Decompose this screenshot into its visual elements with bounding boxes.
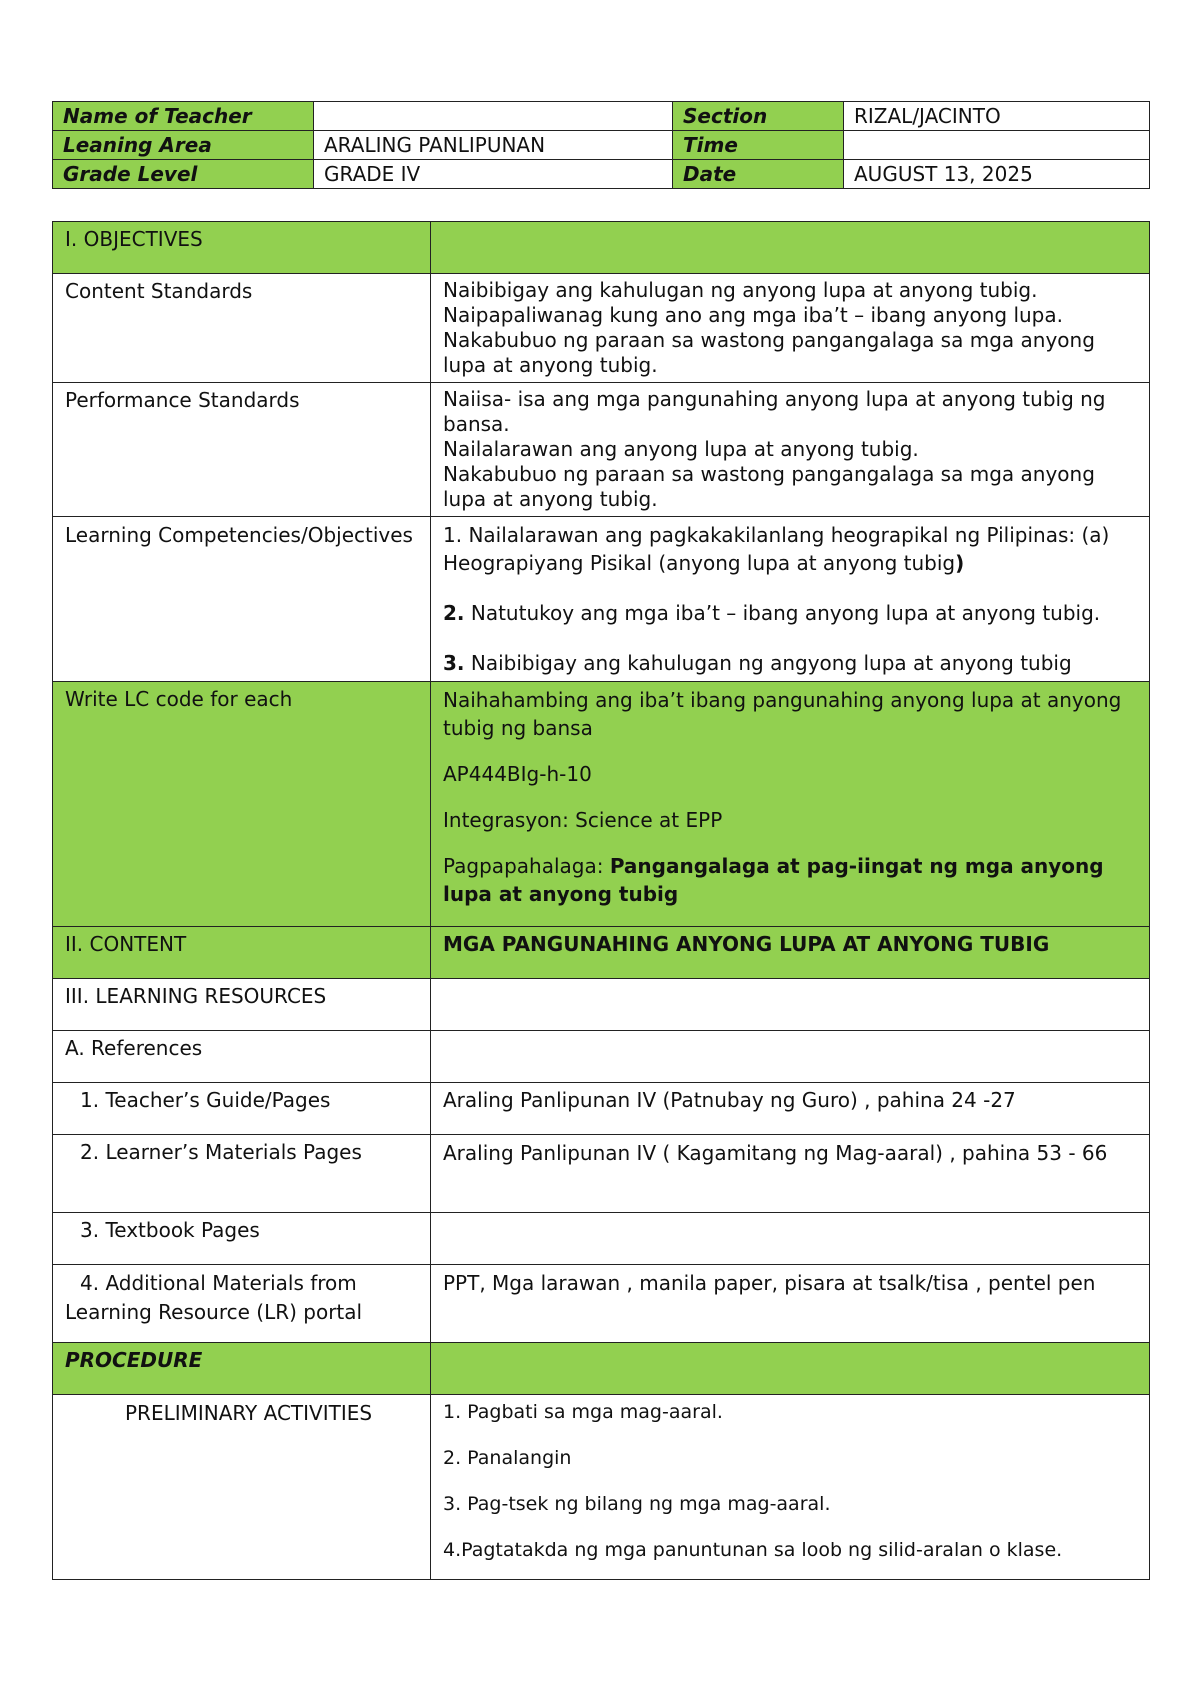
preliminary-label-cell: [53, 1395, 431, 1580]
time-value[interactable]: [844, 131, 1150, 160]
lc-integration: Integrasyon: Science at EPP: [443, 808, 723, 832]
performance-standard-1: Naiisa- isa ang mga pangunahing anyong lupa at anyong tubig ng bansa.: [443, 387, 1106, 436]
content-label: II. CONTENT: [53, 927, 431, 979]
objectives-row: [53, 222, 1150, 274]
date-label: Date: [673, 160, 844, 189]
competency-1-close: ): [955, 551, 965, 575]
procedure-label: PROCEDURE: [53, 1343, 431, 1395]
teachers-guide-row: [53, 1083, 1150, 1135]
name-of-teacher-value[interactable]: [314, 102, 673, 131]
content-standard-3: Nakabubuo ng paraan sa wastong pangangalaga sa mga anyong lupa at anyong tubig.: [443, 328, 1095, 377]
date-value[interactable]: AUGUST 13, 2025: [844, 160, 1150, 189]
learning-area-value[interactable]: ARALING PANLIPUNAN: [314, 131, 673, 160]
header-table: [52, 101, 1150, 189]
learners-materials-label: 2. Learner’s Materials Pages: [53, 1135, 431, 1213]
learning-resources-row: [53, 979, 1150, 1031]
lesson-plan-table: [52, 221, 1150, 1580]
performance-standard-2: Nailalarawan ang anyong lupa at anyong tubig.: [443, 437, 919, 461]
performance-standards-label: Performance Standards: [53, 383, 431, 517]
additional-materials-row: [53, 1265, 1150, 1343]
lc-code-label: Write LC code for each: [53, 682, 431, 927]
grade-level-label: Grade Level: [53, 160, 314, 189]
prelim-step-3: 3. Pag-tsek ng bilang ng mga mag-aaral.: [443, 1493, 831, 1515]
competency-3-num: 3.: [443, 651, 465, 675]
additional-materials-label-text: 4. Additional Materials from Learning Resource (LR) portal: [65, 1271, 363, 1324]
prelim-step-4: 4.Pagtatakda ng mga panuntunan sa loob ng silid-aralan o klase.: [443, 1539, 1063, 1561]
textbook-value: [431, 1213, 1150, 1265]
competencies-label: Learning Competencies/Objectives: [53, 517, 431, 682]
content-row: [53, 927, 1150, 979]
competency-1: [443, 521, 1137, 577]
competencies-cell: [431, 517, 1150, 682]
lc-code-row: [53, 682, 1150, 927]
lc-code-cell: [431, 682, 1150, 927]
lc-values-bold: Pangangalaga at pag-iingat ng mga anyong lupa at anyong tubig: [443, 854, 1104, 906]
lc-values-prefix: Pagpapahalaga:: [443, 854, 610, 878]
section-label: Section: [673, 102, 844, 131]
competency-2-num: 2.: [443, 601, 465, 625]
additional-materials-value: PPT, Mga larawan , manila paper, pisara at tsalk/tisa , pentel pen: [431, 1265, 1150, 1343]
additional-materials-label: [53, 1265, 431, 1343]
references-empty-cell: [431, 1031, 1150, 1083]
references-label: A. References: [53, 1031, 431, 1083]
performance-standard-3: Nakabubuo ng paraan sa wastong pangangalaga sa mga anyong lupa at anyong tubig.: [443, 462, 1095, 511]
textbook-row: [53, 1213, 1150, 1265]
objectives-title: I. OBJECTIVES: [53, 222, 431, 274]
content-standards-row: [53, 274, 1150, 383]
performance-standards-row: [53, 383, 1150, 517]
preliminary-row: [53, 1395, 1150, 1580]
competency-3: [443, 649, 1137, 677]
learners-materials-value: Araling Panlipunan IV ( Kagamitang ng Mag-aaral) , pahina 53 - 66: [431, 1135, 1150, 1213]
competency-3-text: Naibibigay ang kahulugan ng angyong lupa at anyong tubig: [464, 651, 1072, 675]
competencies-row: [53, 517, 1150, 682]
preliminary-label: PRELIMINARY ACTIVITIES: [125, 1401, 373, 1425]
content-value: MGA PANGUNAHING ANYONG LUPA AT ANYONG TUBIG: [431, 927, 1150, 979]
name-of-teacher-label: Name of Teacher: [53, 102, 314, 131]
content-standard-2: Naipapaliwanag kung ano ang mga iba’t – ibang anyong lupa.: [443, 303, 1063, 327]
content-standards-label: Content Standards: [53, 274, 431, 383]
learning-resources-empty-cell: [431, 979, 1150, 1031]
lc-line-1: Naihahambing ang iba’t ibang pangunahing anyong lupa at anyong tubig ng bansa: [443, 688, 1122, 740]
procedure-row: [53, 1343, 1150, 1395]
prelim-step-2: 2. Panalangin: [443, 1447, 572, 1469]
section-value[interactable]: RIZAL/JACINTO: [844, 102, 1150, 131]
learning-resources-label: III. LEARNING RESOURCES: [53, 979, 431, 1031]
content-standard-1: Naibibigay ang kahulugan ng anyong lupa at anyong tubig.: [443, 278, 1038, 302]
lc-code: AP444BIg-h-10: [443, 762, 592, 786]
lc-values: [443, 852, 1137, 908]
procedure-empty-cell: [431, 1343, 1150, 1395]
preliminary-steps-cell: [431, 1395, 1150, 1580]
competency-2-text: Natutukoy ang mga iba’t – ibang anyong lupa at anyong tubig.: [464, 601, 1101, 625]
performance-standards-cell: [431, 383, 1150, 517]
competency-2: [443, 599, 1137, 627]
content-standards-cell: [431, 274, 1150, 383]
grade-level-value[interactable]: GRADE IV: [314, 160, 673, 189]
teachers-guide-value: Araling Panlipunan IV (Patnubay ng Guro) , pahina 24 -27: [431, 1083, 1150, 1135]
learning-area-label: Leaning Area: [53, 131, 314, 160]
objectives-empty-cell: [431, 222, 1150, 274]
references-row: [53, 1031, 1150, 1083]
prelim-step-1: 1. Pagbati sa mga mag-aaral.: [443, 1401, 723, 1423]
learners-materials-row: [53, 1135, 1150, 1213]
textbook-label: 3. Textbook Pages: [53, 1213, 431, 1265]
teachers-guide-label: 1. Teacher’s Guide/Pages: [53, 1083, 431, 1135]
time-label: Time: [673, 131, 844, 160]
competency-1-text: 1. Nailalarawan ang pagkakakilanlang heograpikal ng Pilipinas: (a) Heograpiyang Pisikal (anyong lupa at anyong tubig: [443, 523, 1110, 575]
